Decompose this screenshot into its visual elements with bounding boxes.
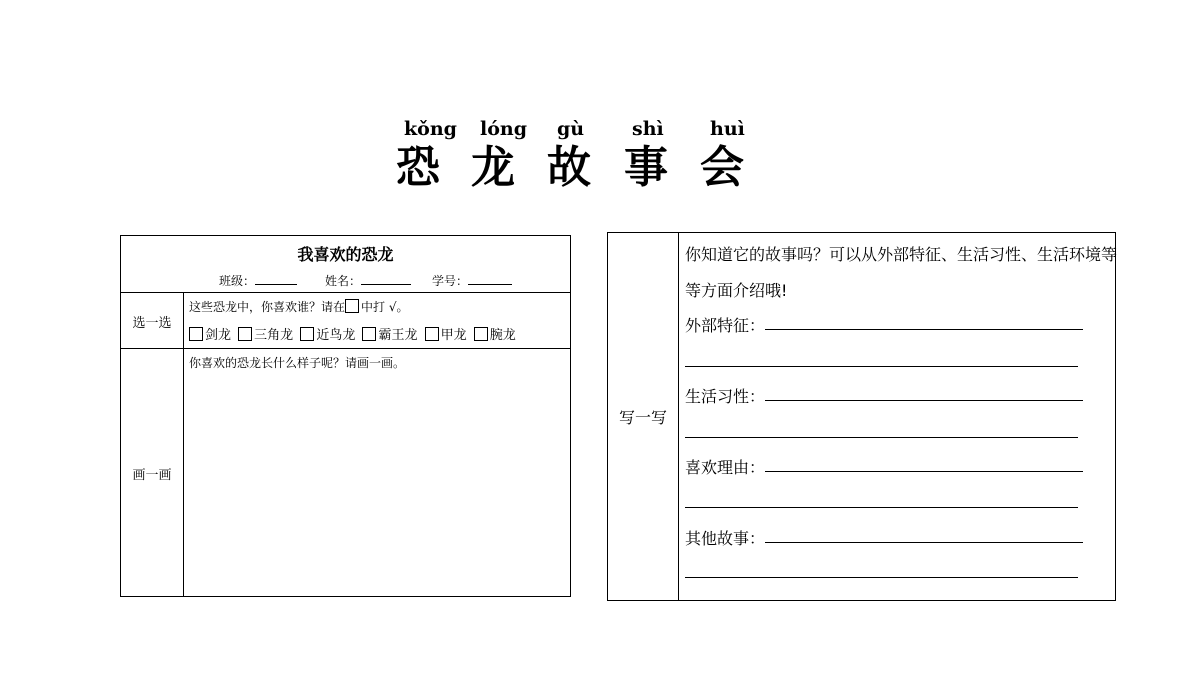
checkbox[interactable] [238, 327, 252, 341]
appearance-line-2[interactable] [685, 366, 1078, 367]
checkbox[interactable] [189, 327, 203, 341]
choose-prompt-part1: 这些恐龙中，你喜欢谁？请在 [189, 300, 346, 314]
option-label: 三角龙 [254, 328, 294, 343]
intro-line-2: 等方面介绍哦! [685, 281, 788, 300]
reason-line-2[interactable] [685, 507, 1078, 508]
name-blank[interactable] [361, 272, 411, 285]
checkbox[interactable] [362, 327, 376, 341]
option-label: 剑龙 [205, 328, 232, 343]
page-title [0, 140, 1200, 196]
option-tyrannosaurus[interactable] [362, 328, 417, 343]
option-label: 霸王龙 [378, 328, 418, 343]
title-char-3: 故 [547, 142, 591, 193]
pinyin-hui: huì [710, 118, 745, 140]
reason-line-1[interactable] [765, 471, 1083, 472]
item-reason: 喜欢理由： [685, 458, 766, 477]
other-line-1[interactable] [765, 542, 1083, 543]
pinyin-gu: gù [557, 118, 585, 140]
class-label: 班级： [219, 274, 256, 288]
item-appearance: 外部特征： [685, 316, 766, 335]
card-header [121, 236, 570, 293]
title-char-2: 龙 [471, 142, 515, 193]
option-label: 近鸟龙 [316, 328, 356, 343]
item-other-stories: 其他故事： [685, 529, 766, 548]
item-habits: 生活习性： [685, 387, 766, 406]
option-label: 腕龙 [489, 328, 516, 343]
intro-line-1: 你知道它的故事吗？可以从外部特征、生活习性、生活环境等 [685, 245, 1118, 264]
write-label: 写一写 [618, 408, 667, 427]
checkbox[interactable] [300, 327, 314, 341]
title-char-5: 会 [700, 142, 744, 193]
pinyin-shi: shì [632, 118, 664, 140]
title-char-4: 事 [624, 142, 668, 193]
card-heading: 我喜欢的恐龙 [297, 245, 394, 264]
other-line-2[interactable] [685, 577, 1078, 578]
option-anchiornis[interactable] [300, 328, 355, 343]
pinyin-long: lóng [480, 118, 527, 140]
write-story-card [607, 232, 1116, 601]
choose-prompt [189, 298, 408, 315]
checkbox[interactable] [425, 327, 439, 341]
drawing-area[interactable] [184, 371, 569, 596]
title-char-1: 恐 [396, 142, 440, 193]
option-triceratops[interactable] [238, 328, 293, 343]
habits-line-1[interactable] [765, 400, 1083, 401]
habits-line-2[interactable] [685, 437, 1078, 438]
dinosaur-options [189, 324, 519, 343]
appearance-line-1[interactable] [765, 329, 1083, 330]
favorite-dinosaur-card [120, 235, 571, 597]
id-field[interactable] [432, 272, 512, 289]
name-field[interactable] [325, 272, 411, 289]
draw-label: 画一画 [132, 468, 172, 483]
pinyin-kong: kǒng [404, 118, 457, 140]
class-blank[interactable] [255, 272, 297, 285]
checkbox[interactable] [474, 327, 488, 341]
right-column-divider [678, 233, 679, 600]
option-label: 甲龙 [440, 328, 467, 343]
option-stegosaurus[interactable] [189, 328, 231, 343]
choose-section [121, 292, 570, 349]
title-pinyin [0, 118, 1200, 140]
id-label: 学号： [432, 274, 469, 288]
name-label: 姓名： [325, 274, 362, 288]
draw-prompt: 你喜欢的恐龙长什么样子呢？请画一画。 [189, 356, 406, 370]
id-blank[interactable] [468, 272, 512, 285]
checkbox-sample [345, 299, 359, 313]
class-field[interactable] [219, 272, 297, 289]
choose-label: 选一选 [132, 316, 172, 331]
option-ankylosaurus[interactable] [425, 328, 467, 343]
option-brachiosaurus[interactable] [474, 328, 516, 343]
choose-prompt-part2: 中打 √。 [361, 300, 409, 314]
